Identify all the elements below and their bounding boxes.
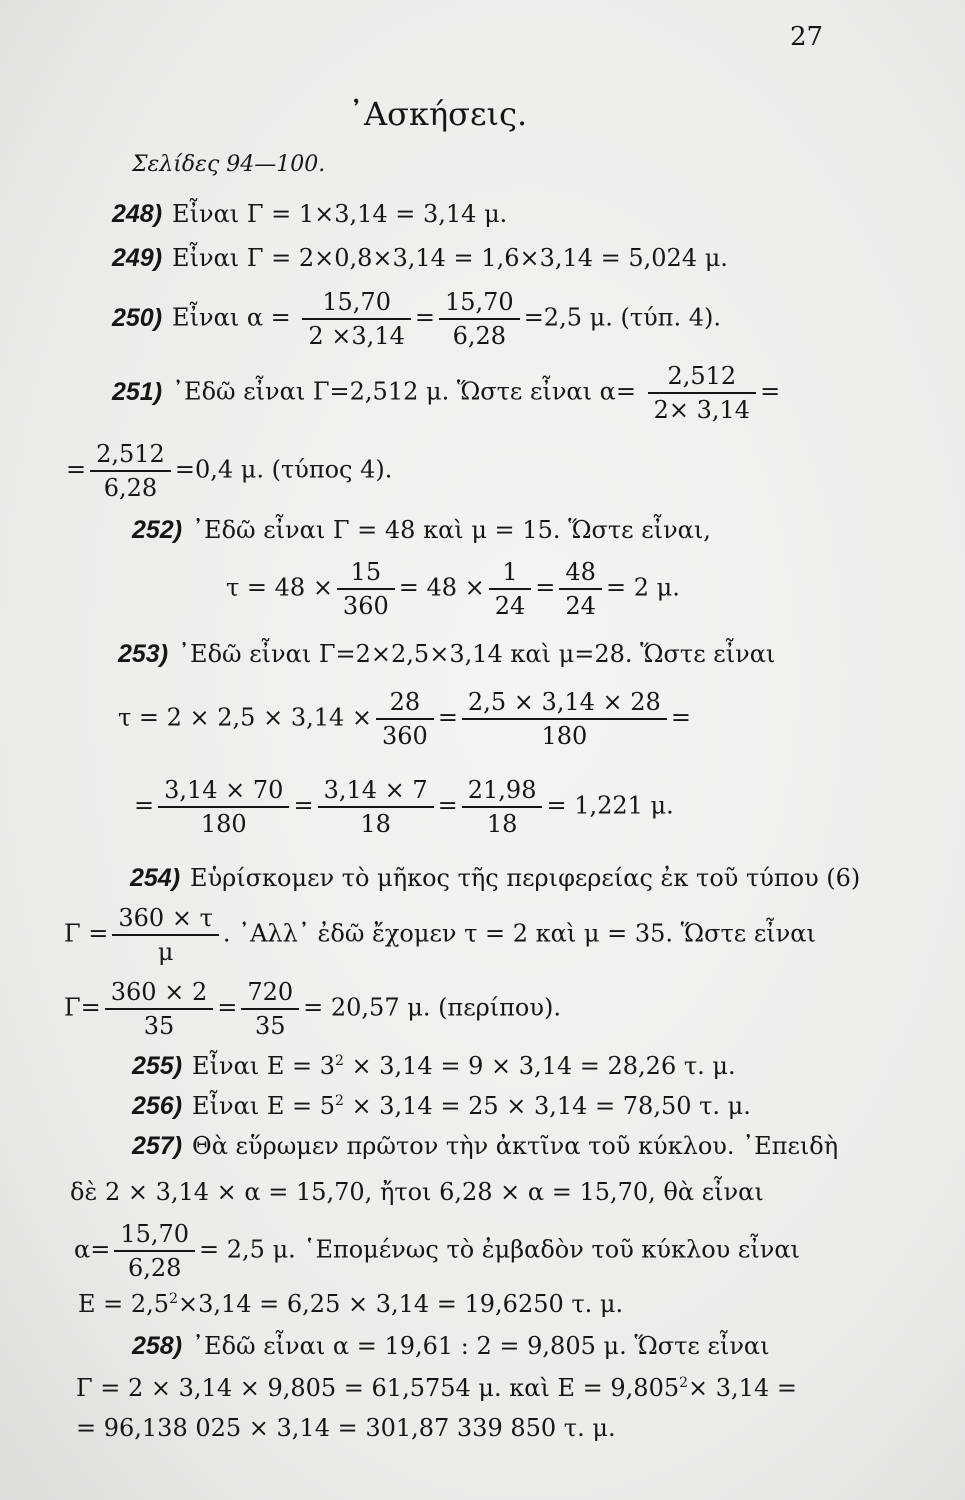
numerator: 28 <box>376 688 434 720</box>
text: Γ= <box>64 993 101 1022</box>
exercise-text: = 96,138 025 × 3,14 = 301,87 339 850 τ. μ. <box>76 1414 616 1442</box>
fraction <box>105 978 213 1040</box>
denominator: 24 <box>565 592 596 620</box>
denominator: 360 <box>382 722 428 750</box>
text: ×3,14 = 6,25 × 3,14 = 19,6250 τ. μ. <box>177 1290 624 1318</box>
exercise-253-cont2 <box>134 776 674 838</box>
exercise-255 <box>132 1052 736 1081</box>
denominator: 18 <box>360 810 391 838</box>
exercise-252-cont <box>226 558 680 620</box>
exercise-254 <box>130 864 860 893</box>
exercise-number: 255) <box>132 1052 183 1080</box>
numerator: 15 <box>337 558 395 590</box>
exercise-251 <box>112 362 780 424</box>
exercise-text: ᾿Εδῶ εἶναι α = 19,61 : 2 = 9,805 μ. Ὥστε εἶναι <box>192 1332 770 1360</box>
exercise-number: 257) <box>132 1132 183 1160</box>
denominator: 360 <box>342 592 389 620</box>
numerator: 2,5 × 3,14 × 28 <box>462 688 667 720</box>
exercise-number: 253) <box>118 640 169 668</box>
exercise-251-cont <box>66 440 392 502</box>
numerator: 3,14 × 7 <box>318 776 434 808</box>
denominator: 6,28 <box>127 1254 182 1282</box>
exercise-number: 252) <box>132 516 183 544</box>
text: = <box>134 791 155 820</box>
numerator: 2,512 <box>648 362 756 394</box>
text: = 2,5 μ. ῾Επομένως τὸ ἐμβαδὸν τοῦ κύκλου εἶναι <box>199 1235 800 1264</box>
text: = 2 μ. <box>605 573 680 602</box>
exercise-number: 251) <box>112 377 163 406</box>
text: Ε = 2,5 <box>78 1290 170 1318</box>
numerator: 1 <box>489 558 532 590</box>
exponent: 2 <box>334 1053 344 1069</box>
numerator: 15,70 <box>302 288 410 320</box>
exercise-248 <box>112 200 507 229</box>
text: Γ = 2 × 3,14 × 9,805 = 61,5754 μ. καὶ Ε = 9,805 <box>76 1374 680 1402</box>
equals: = <box>414 303 435 332</box>
denominator: 6,28 <box>452 322 507 350</box>
fraction <box>337 558 395 620</box>
exercise-253 <box>118 640 775 669</box>
exercise-256 <box>132 1092 751 1121</box>
fraction <box>376 688 434 750</box>
fraction <box>648 362 756 424</box>
text: =0,4 μ. (τύπος 4). <box>174 455 393 484</box>
fraction <box>462 688 667 750</box>
denominator: 24 <box>494 592 526 620</box>
fraction <box>114 1220 195 1282</box>
text: = 48 × <box>398 573 485 602</box>
exercise-text: Εὑρίσκομεν τὸ μῆκος τῆς περιφερείας ἐκ τοῦ τύπου (6) <box>190 864 861 892</box>
fraction <box>489 558 532 620</box>
exercise-number: 249) <box>112 244 163 272</box>
text: = <box>670 703 691 732</box>
denominator: μ <box>157 938 174 966</box>
denominator: 35 <box>143 1012 175 1040</box>
fraction <box>241 978 299 1040</box>
exercise-253-cont <box>118 688 691 750</box>
equals: = <box>293 791 314 820</box>
equals: = <box>217 993 238 1022</box>
equals: = <box>437 791 458 820</box>
denominator: 6,28 <box>103 474 158 502</box>
exercise-252 <box>132 516 711 545</box>
exercise-258-cont <box>76 1374 797 1402</box>
section-subtitle: Σελίδες 94—100. <box>132 152 326 177</box>
text: =2,5 μ. (τύπ. 4). <box>523 303 721 332</box>
numerator: 48 <box>559 558 602 590</box>
denominator: 2 ×3,14 <box>308 322 405 350</box>
exercise-text: ᾿Εδῶ εἶναι Γ=2×2,5×3,14 καὶ μ=28. Ὥστε εἶναι <box>178 640 776 668</box>
exercise-258-cont2 <box>76 1414 616 1442</box>
exercise-257-cont3 <box>78 1290 623 1318</box>
fraction <box>462 776 543 838</box>
text: α= <box>74 1235 111 1264</box>
denominator: 180 <box>200 810 247 838</box>
fraction <box>112 904 218 966</box>
page-number: 27 <box>790 22 824 52</box>
text: Γ = <box>64 919 109 948</box>
text: = <box>66 455 87 484</box>
exercise-258 <box>132 1332 770 1361</box>
text: Εἶναι Ε = 3 <box>192 1052 335 1080</box>
exercise-250 <box>112 288 721 350</box>
exercise-254-cont <box>64 904 816 966</box>
exercise-text: δὲ 2 × 3,14 × α = 15,70, ἤτοι 6,28 × α = 15,70, θὰ εἶναι <box>70 1178 764 1206</box>
exercise-text: Θὰ εὕρωμεν πρῶτον τὴν ἀκτῖνα τοῦ κύκλου. ᾿Επειδὴ <box>192 1132 839 1160</box>
exponent: 2 <box>679 1375 689 1391</box>
fraction <box>318 776 434 838</box>
text: = 20,57 μ. (περίπου). <box>303 993 561 1022</box>
text: τ = 48 × <box>226 573 333 602</box>
numerator: 360 × 2 <box>105 978 213 1010</box>
exercise-number: 254) <box>130 864 181 892</box>
exercise-257 <box>132 1132 838 1161</box>
numerator: 15,70 <box>114 1220 195 1252</box>
exercise-text: Εἶναι Γ = 1×3,14 = 3,14 μ. <box>172 200 508 228</box>
denominator: 180 <box>541 722 588 750</box>
text: × 3,14 = 25 × 3,14 = 78,50 τ. μ. <box>343 1092 751 1120</box>
text: = 1,221 μ. <box>546 791 674 820</box>
exercise-254-cont2 <box>64 978 561 1040</box>
exercise-text: Εἶναι Γ = 2×0,8×3,14 = 1,6×3,14 = 5,024 μ. <box>172 244 728 272</box>
exercise-257-cont2 <box>74 1220 800 1282</box>
text: τ = 2 × 2,5 × 3,14 × <box>118 703 372 732</box>
text: × 3,14 = <box>688 1374 797 1402</box>
equals: = <box>437 703 458 732</box>
fraction <box>158 776 289 838</box>
text: ᾿Εδῶ εἶναι Γ=2,512 μ. Ὥστε εἶναι α= <box>172 377 636 406</box>
fraction <box>90 440 171 502</box>
text: . ᾿Αλλ᾿ ἐδῶ ἔχομεν τ = 2 καὶ μ = 35. Ὥστε εἶναι <box>222 919 816 948</box>
exercise-249 <box>112 244 728 273</box>
exercise-number: 248) <box>112 200 163 228</box>
denominator: 18 <box>486 810 518 838</box>
fraction <box>439 288 520 350</box>
numerator: 3,14 × 70 <box>158 776 289 808</box>
text: Εἶναι Ε = 5 <box>192 1092 335 1120</box>
denominator: 2× 3,14 <box>653 396 751 424</box>
exponent: 2 <box>334 1093 344 1109</box>
exercise-text: ᾿Εδῶ εἶναι Γ = 48 καὶ μ = 15. Ὥστε εἶναι, <box>192 516 711 544</box>
exercise-number: 250) <box>112 303 163 332</box>
fraction <box>559 558 602 620</box>
page-title: ᾿Ασκήσεις. <box>348 95 528 133</box>
text: × 3,14 = 9 × 3,14 = 28,26 τ. μ. <box>343 1052 736 1080</box>
numerator: 360 × τ <box>112 904 218 936</box>
numerator: 2,512 <box>90 440 171 472</box>
numerator: 15,70 <box>439 288 520 320</box>
exponent: 2 <box>169 1291 178 1307</box>
denominator: 35 <box>254 1012 286 1040</box>
numerator: 720 <box>241 978 299 1010</box>
fraction <box>302 288 410 350</box>
numerator: 21,98 <box>462 776 543 808</box>
text: = <box>760 377 781 406</box>
equals: = <box>535 573 556 602</box>
exercise-257-cont <box>70 1178 764 1206</box>
exercise-number: 256) <box>132 1092 183 1120</box>
text: Εἶναι α = <box>172 303 291 332</box>
exercise-number: 258) <box>132 1332 183 1360</box>
